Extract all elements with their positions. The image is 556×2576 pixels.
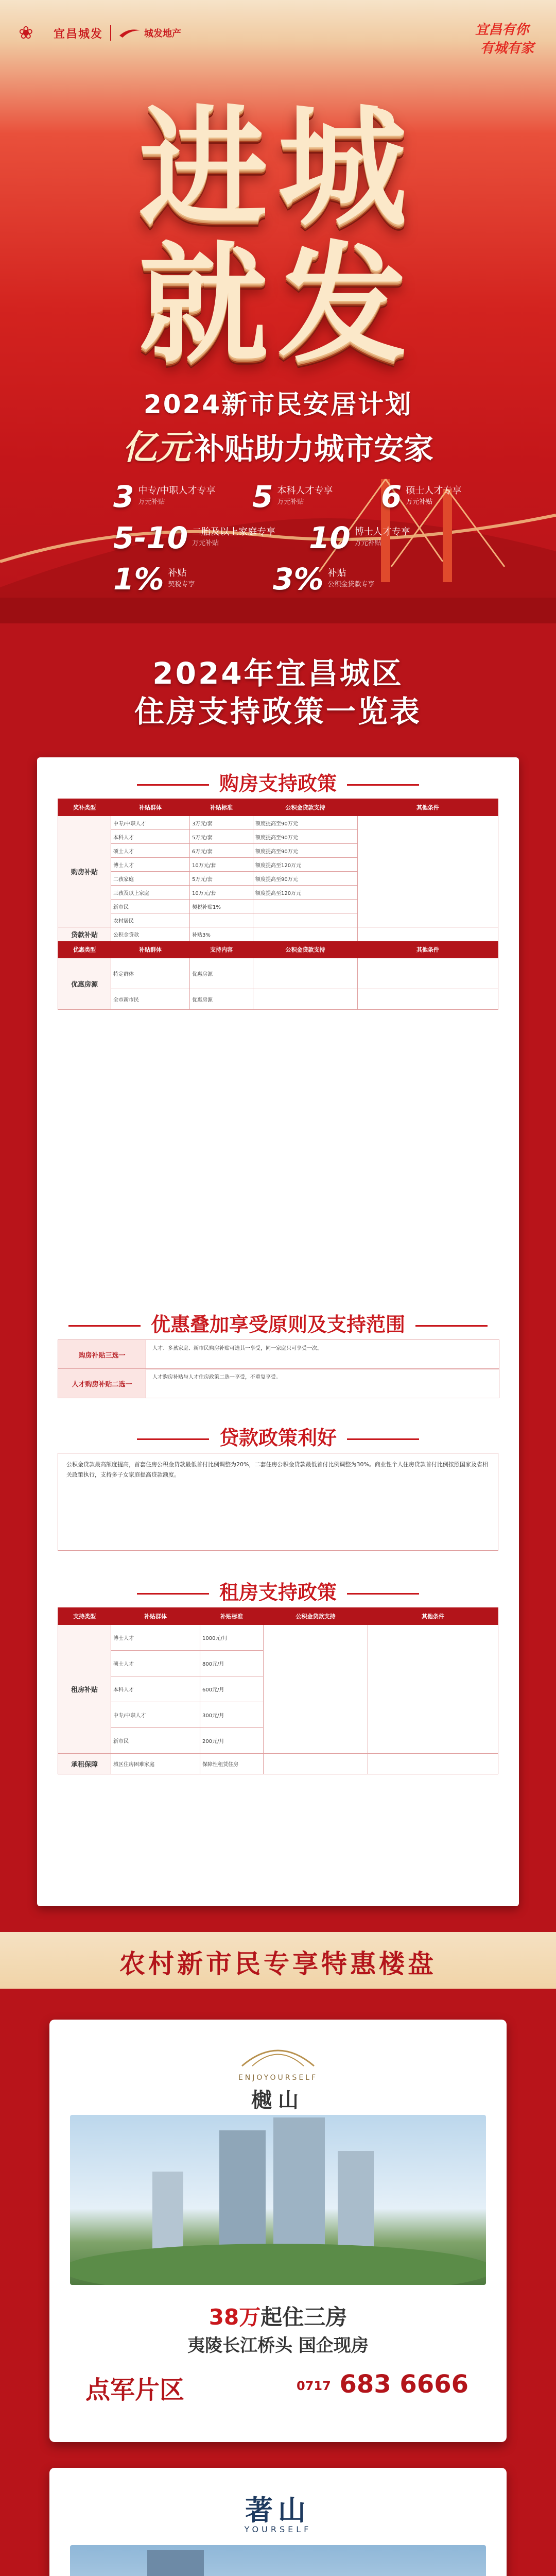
stacking-row <box>58 1340 499 1369</box>
table-cell <box>253 958 358 989</box>
stat-number: 10 <box>309 520 351 555</box>
table-row <box>58 958 498 989</box>
table-cell: 额度提高至120万元 <box>253 858 358 872</box>
brand-logo-icon: ❀ <box>19 23 33 43</box>
table-cell: 额度提高至120万元 <box>253 886 358 900</box>
stacking-section-title: 优惠叠加享受原则及支持范围 <box>37 1309 519 1337</box>
table-cell: 3万元/套 <box>190 816 253 830</box>
project-headline <box>49 2300 507 2331</box>
table-header: 其他条件 <box>358 799 498 816</box>
table-cell: 硕士人才 <box>111 844 190 858</box>
row-group-label: 优惠房源 <box>58 958 111 1010</box>
table-header: 奖补类型 <box>58 799 111 816</box>
table-header-row <box>58 799 498 816</box>
policy-sheet <box>37 757 519 1906</box>
badge-line-1: 宜昌有你 <box>475 22 529 38</box>
table-header: 公积金贷款支持 <box>253 941 358 958</box>
table-header: 补贴标准 <box>190 799 253 816</box>
table-cell: 新市民 <box>111 1728 200 1754</box>
table-header: 补贴群体 <box>111 941 190 958</box>
table-cell <box>253 989 358 1010</box>
table-cell: 中专/中职人才 <box>111 816 190 830</box>
project-card[interactable] <box>49 2020 507 2442</box>
project-logo-icon <box>237 2040 319 2071</box>
table-row <box>58 989 498 1010</box>
stat-item <box>113 562 195 597</box>
project-tagline: 夷陵长江桥头 国企现房 <box>187 2335 369 2356</box>
stat-label: 补贴 契税专享 <box>168 568 195 588</box>
stat-item <box>113 520 275 555</box>
stat-number: 6 <box>381 479 402 514</box>
table-cell: 本科人才 <box>111 1676 200 1702</box>
table-cell <box>368 1754 498 1774</box>
table-row <box>58 816 498 830</box>
slogan-badge <box>468 21 535 67</box>
table-row <box>58 1754 498 1774</box>
table-cell: 6万元/套 <box>190 844 253 858</box>
table-cell: 三孩及以上家庭 <box>111 886 190 900</box>
stacking-value: 人才购房补贴与人才住房政策二选一享受，不重复享受。 <box>152 1375 281 1380</box>
table-cell: 5万元/套 <box>190 872 253 886</box>
table-cell <box>264 1754 368 1774</box>
table-cell <box>368 1625 498 1754</box>
project-price: 38万 <box>208 2304 261 2330</box>
table-header: 公积金贷款支持 <box>264 1608 368 1625</box>
hero-title-line-2: 就发 <box>139 228 417 380</box>
stat-label: 中专/中职人才专享 万元补贴 <box>138 485 216 506</box>
table-cell: 本科人才 <box>111 830 190 844</box>
table-cell <box>358 989 498 1010</box>
table-cell <box>253 913 358 927</box>
project-headline-text: 起住三房 <box>260 2304 348 2330</box>
project-brand-name: 著山 <box>245 2494 311 2527</box>
table-cell: 城区住房困难家庭 <box>111 1754 200 1774</box>
policy-title-line-1: 2024年宜昌城区 <box>152 656 404 691</box>
table-cell: 300元/月 <box>200 1702 264 1728</box>
building-rendering <box>70 2115 486 2285</box>
row-group-label: 租房补贴 <box>58 1625 111 1754</box>
stat-item <box>113 479 215 514</box>
stat-number: 5 <box>252 479 273 514</box>
table-cell: 优惠房源 <box>190 989 253 1010</box>
logo-divider <box>110 25 111 41</box>
table-cell: 额度提高至90万元 <box>253 816 358 830</box>
project-card[interactable] <box>49 2468 507 2576</box>
subsidy-amount: 亿元 <box>122 428 190 467</box>
phone-number: 683 6666 <box>339 2370 469 2399</box>
stat-label: 博士人才专享 万元补贴 <box>354 527 410 547</box>
table-cell <box>253 900 358 913</box>
table-cell: 特定群体 <box>111 958 190 989</box>
stacking-key: 人才购房补贴二选一 <box>58 1369 146 1398</box>
purchase-section-title: 购房支持政策 <box>37 768 519 796</box>
partner-logo-text: 城发地产 <box>144 28 182 39</box>
table-header: 优惠类型 <box>58 941 111 958</box>
project-area: 点军片区 <box>85 2376 185 2404</box>
table-header: 公积金贷款支持 <box>253 799 358 816</box>
table-cell: 10万元/套 <box>190 886 253 900</box>
table-header: 支持内容 <box>190 941 253 958</box>
table-cell: 600元/月 <box>200 1676 264 1702</box>
rural-banner-title: 农村新市民专享特惠楼盘 <box>119 1949 437 1979</box>
rent-section-title: 租房支持政策 <box>37 1577 519 1605</box>
table-cell: 额度提高至90万元 <box>253 844 358 858</box>
project-brand-sub: ENJOYOURSELF <box>238 2074 318 2082</box>
table-cell: 200元/月 <box>200 1728 264 1754</box>
table-cell <box>253 927 358 941</box>
table-cell: 全市新市民 <box>111 989 190 1010</box>
stat-label: 补贴 公积金贷款专享 <box>327 568 375 588</box>
project-brand-name: 樾山 <box>251 2089 305 2112</box>
policy-title <box>0 654 556 731</box>
row-group-label: 承租保障 <box>58 1754 111 1774</box>
table-cell: 保障性租赁住房 <box>200 1754 264 1774</box>
table-cell: 新市民 <box>111 900 190 913</box>
table-cell: 中专/中职人才 <box>111 1702 200 1728</box>
hero-title-line-1: 进城 <box>139 92 417 243</box>
row-group-label: 贷款补贴 <box>58 927 111 941</box>
stat-item <box>309 520 410 555</box>
project-brand-sub: YOURSELF <box>244 2524 312 2534</box>
table-cell: 800元/月 <box>200 1651 264 1676</box>
table-row <box>58 1625 498 1651</box>
table-header: 其他条件 <box>358 941 498 958</box>
table-cell: 额度提高至90万元 <box>253 872 358 886</box>
table-cell: 额度提高至90万元 <box>253 830 358 844</box>
loan-text: 公积金贷款最高额度提高，首套住房公积金贷款最低首付比例调整为20%，二套住房公积金贷款最低首付比例调整为30%。商业性个人住房贷款首付比例按照国家及省相关政策执行，支持多子女家庭提高贷款额度。 <box>58 1453 498 1551</box>
row-group-label: 购房补贴 <box>58 816 111 927</box>
badge-line-2: 有城有家 <box>480 41 534 56</box>
table-header: 补贴标准 <box>200 1608 264 1625</box>
purchase-table <box>58 799 498 1010</box>
table-row <box>58 927 498 941</box>
table-header: 补贴群体 <box>111 799 190 816</box>
table-cell: 契税补贴1% <box>190 900 253 913</box>
stat-item <box>381 479 461 514</box>
table-cell: 公积金贷款 <box>111 927 190 941</box>
loan-section-title: 贷款政策利好 <box>37 1422 519 1450</box>
stat-item <box>273 562 375 597</box>
brand-logo-text: 宜昌城发 <box>54 27 103 41</box>
table-header: 其他条件 <box>368 1608 498 1625</box>
table-cell: 5万元/套 <box>190 830 253 844</box>
table-cell <box>264 1625 368 1754</box>
stat-label: 本科人才专享 万元补贴 <box>277 485 333 506</box>
stat-item <box>252 479 333 514</box>
table-cell <box>358 927 498 941</box>
phone-prefix: 0717 <box>297 2379 331 2393</box>
rent-table <box>58 1607 498 1774</box>
table-header-row <box>58 1608 498 1625</box>
table-cell: 补贴3% <box>190 927 253 941</box>
table-cell: 10万元/套 <box>190 858 253 872</box>
table-header: 补贴群体 <box>111 1608 200 1625</box>
project-photo <box>70 2115 486 2285</box>
table-cell: 二孩家庭 <box>111 872 190 886</box>
policy-title-line-2: 住房支持政策一览表 <box>134 694 422 729</box>
table-cell: 1000元/月 <box>200 1625 264 1651</box>
stat-number: 3 <box>113 479 134 514</box>
table-cell: 优惠房源 <box>190 958 253 989</box>
project-photo <box>70 2545 486 2576</box>
hero-banner <box>0 0 556 623</box>
table-cell: 博士人才 <box>111 1625 200 1651</box>
stacking-value: 人才、多孩家庭、新市民购房补贴可选其一享受，同一家庭只可享受一次。 <box>152 1346 322 1351</box>
table-cell: 硕士人才 <box>111 1651 200 1676</box>
table-cell: 博士人才 <box>111 858 190 872</box>
table-header-row <box>58 941 498 958</box>
hero-subtitle: 2024新市民安居计划 <box>143 389 413 419</box>
table-cell <box>190 913 253 927</box>
table-cell <box>358 816 498 927</box>
stat-number: 3% <box>273 562 324 597</box>
swoosh-icon <box>118 27 141 39</box>
subsidy-text: 补贴助力城市安家 <box>194 431 433 466</box>
logo-group <box>19 23 181 43</box>
stacking-row <box>58 1368 499 1398</box>
partner-logo <box>118 26 181 40</box>
project-phone[interactable] <box>297 2370 468 2399</box>
stat-label: 硕士人才专享 万元补贴 <box>406 485 462 506</box>
stat-number: 1% <box>113 562 164 597</box>
stat-label: 二胎及以上家庭专享 万元补贴 <box>192 527 276 547</box>
table-cell: 农村居民 <box>111 913 190 927</box>
stacking-key: 购房补贴三选一 <box>58 1340 146 1369</box>
building-rendering <box>70 2545 486 2576</box>
rural-banner <box>0 1932 556 1989</box>
table-cell <box>358 958 498 989</box>
table-header: 支持类型 <box>58 1608 111 1625</box>
stat-number: 5-10 <box>113 520 188 555</box>
